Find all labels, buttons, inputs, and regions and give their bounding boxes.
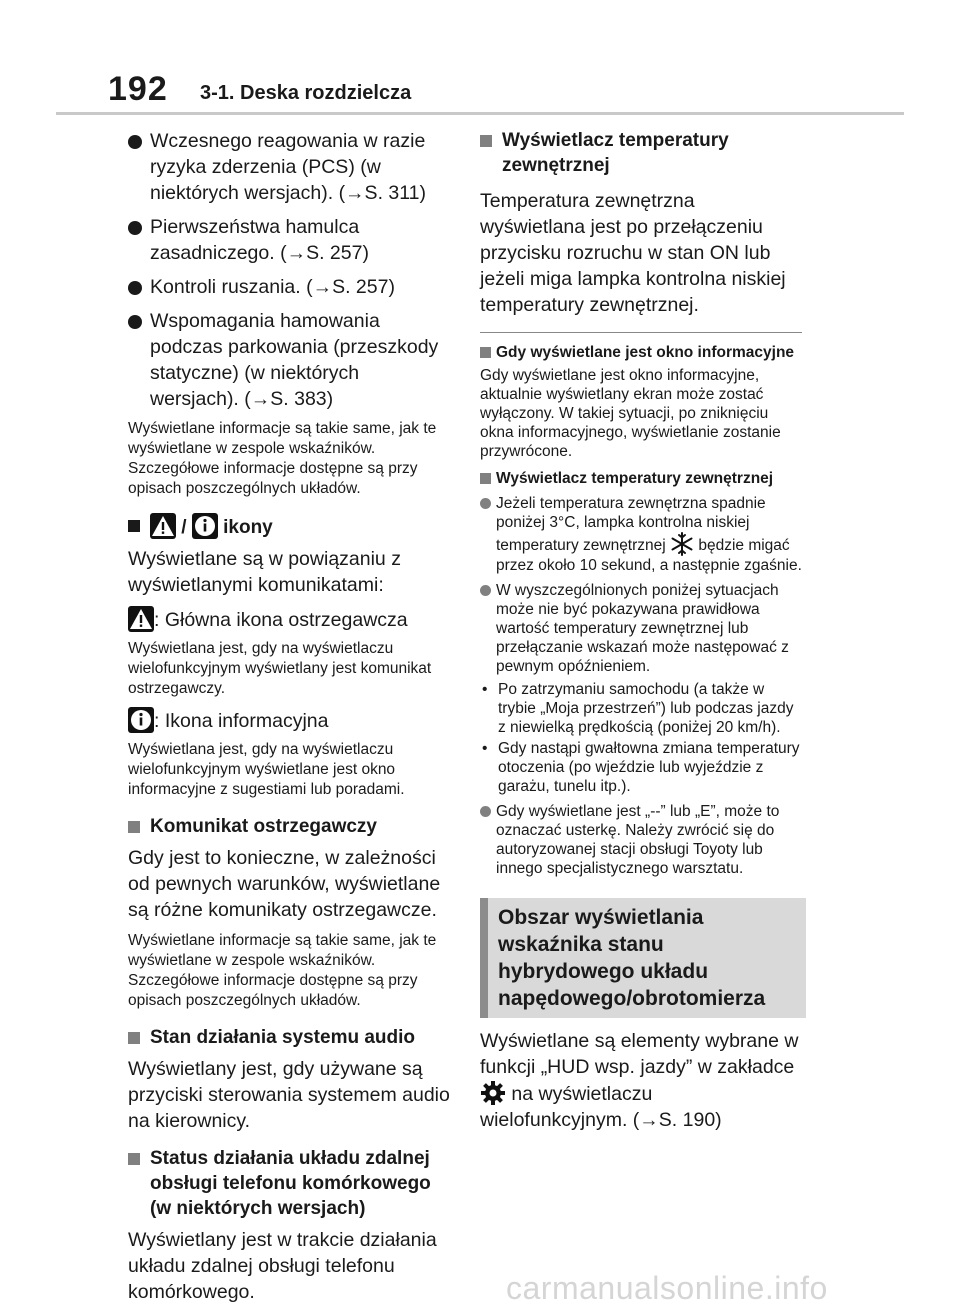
divider — [480, 332, 802, 333]
list-item: Wczesnego reagowania w razie ryzyka zderzenia (PCS) (w niektórych wersjach). (→S. 311) — [128, 128, 453, 206]
info-icon-label: : Ikona informacyjna — [128, 707, 453, 734]
section-heading: Stan działania systemu audio — [128, 1025, 453, 1050]
list-item: Jeżeli temperatura zewnętrzna spadnie poniżej 3°C, lampka kontrolna niskiej temperatury zewnętrznej będzie migać przez około 10 sekund, a następnie zgaśnie. — [480, 494, 802, 575]
gear-icon — [480, 1080, 506, 1106]
subheading: Gdy wyświetlane jest okno informacyjne — [480, 343, 802, 362]
square-bullet-icon — [480, 473, 491, 484]
bullet-icon — [128, 221, 142, 235]
warning-icon-label: : Główna ikona ostrzegawcza — [128, 606, 453, 633]
warning-triangle-icon — [128, 606, 154, 632]
section-heading: Wyświetlacz temperatury zewnętrznej — [480, 128, 802, 178]
bullet-icon — [480, 585, 491, 596]
snowflake-icon — [670, 532, 694, 556]
info-icon — [192, 513, 218, 539]
paragraph: Wyświetlane są w powiązaniu z wyświetlanymi komunikatami: — [128, 548, 401, 596]
list-item: Kontroli ruszania. (→S. 257) — [128, 274, 453, 300]
dash-bullet: • — [482, 740, 488, 757]
list-item: Pierwszeństwa hamulca zasadniczego. (→S. 257) — [128, 214, 453, 266]
list-item: • Po zatrzymaniu samochodu (a także w trybie „Moja przestrzeń”) lub podczas jazdy z niewielką prędkością (poniżej 20 km/h). — [482, 681, 794, 736]
note-text: Wyświetlana jest, gdy na wyświetlaczu wielofunkcyjnym wyświetlane jest okno informacyjne z sugestiami lub poradami. — [128, 741, 405, 798]
list-item: Gdy wyświetlane jest „--” lub „E”, może to oznaczać usterkę. Należy zwrócić się do autoryzowanej stacji obsługi Toyoty lub innego specjalistycznego warsztatu. — [480, 802, 802, 878]
paragraph: Temperatura zewnętrzna wyświetlana jest po przełączeniu przycisku rozruchu w stan ON lub jeżeli miga lampka kontrolna niskiej temperatury zewnętrznej. — [480, 190, 786, 316]
paragraph: Wyświetlane są elementy wybrane w funkcji „HUD wsp. jazdy” w zakładce na wyświetlaczu wielofunkcyjnym. (→S. 190) — [480, 1030, 799, 1131]
section-title-box: Obszar wyświetlania wskaźnika stanu hybrydowego układu napędowego/obrotomierza — [480, 898, 806, 1018]
paragraph: Wyświetlany jest w trakcie działania układu zdalnej obsługi telefonu komórkowego. — [128, 1229, 437, 1303]
square-bullet-icon — [128, 1153, 140, 1165]
paragraph: Gdy wyświetlane jest okno informacyjne, aktualnie wyświetlany ekran może zostać wyłączony. W takiej sytuacji, po zniknięciu okna informacyjnego, wyświetlanie zostanie przywrócone. — [480, 367, 781, 460]
paragraph: Gdy jest to konieczne, w zależności od pewnych warunków, wyświetlane są różne komunikaty ostrzegawcze. — [128, 847, 441, 921]
icons-heading: / ikony — [128, 513, 453, 540]
left-column — [128, 120, 453, 1313]
note-text: Wyświetlane informacje są takie same, jak te wyświetlane w zespole wskaźników. Szczegółowe informacje dostępne są przy opisach poszczególnych układów. — [128, 420, 437, 497]
section-heading: Status działania układu zdalnej obsługi telefonu komórkowego (w niektórych wersjach) — [128, 1146, 453, 1221]
section-heading: Komunikat ostrzegawczy — [128, 814, 453, 839]
paragraph: Wyświetlany jest, gdy używane są przyciski sterowania systemem audio na kierownicy. — [128, 1058, 450, 1132]
warning-triangle-icon — [150, 513, 176, 539]
right-column — [480, 120, 802, 1141]
page-number: 192 — [108, 70, 168, 108]
info-icon — [128, 707, 154, 733]
bullet-icon — [128, 135, 142, 149]
dash-bullet: • — [482, 681, 488, 698]
list-item: W wyszczególnionych poniżej sytuacjach może nie być pokazywana prawidłowa wartość temperatury zewnętrznej lub przełączanie wskazań może następować z pewnym opóźnieniem. — [480, 581, 802, 676]
bullet-icon — [128, 281, 142, 295]
list-item: • Gdy nastąpi gwałtowna zmiana temperatury otoczenia (po wjeździe lub wyjeździe z garażu, tunelu itp.). — [482, 740, 800, 795]
header-divider — [56, 112, 904, 115]
bullet-icon — [128, 315, 142, 329]
subheading: Wyświetlacz temperatury zewnętrznej — [480, 469, 802, 488]
square-bullet-icon — [480, 135, 492, 147]
bullet-icon — [480, 498, 491, 509]
page-header — [0, 0, 960, 120]
note-text: Wyświetlane informacje są takie same, jak te wyświetlane w zespole wskaźników. Szczegółowe informacje dostępne są przy opisach poszczególnych układów. — [128, 932, 437, 1009]
note-text: Wyświetlana jest, gdy na wyświetlaczu wielofunkcyjnym wyświetlany jest komunikat ostrzegawczy. — [128, 640, 432, 697]
square-bullet-icon — [128, 1032, 140, 1044]
square-bullet-icon — [128, 821, 140, 833]
section-title: 3-1. Deska rozdzielcza — [200, 82, 412, 104]
bullet-icon — [480, 806, 491, 817]
watermark: carmanualsonline.info — [506, 1270, 828, 1306]
square-bullet-icon — [480, 347, 491, 358]
list-item: Wspomagania hamowania podczas parkowania (przeszkody statyczne) (w niektórych wersjach). (→S. 383) — [128, 308, 453, 412]
square-bullet-icon — [128, 520, 140, 532]
